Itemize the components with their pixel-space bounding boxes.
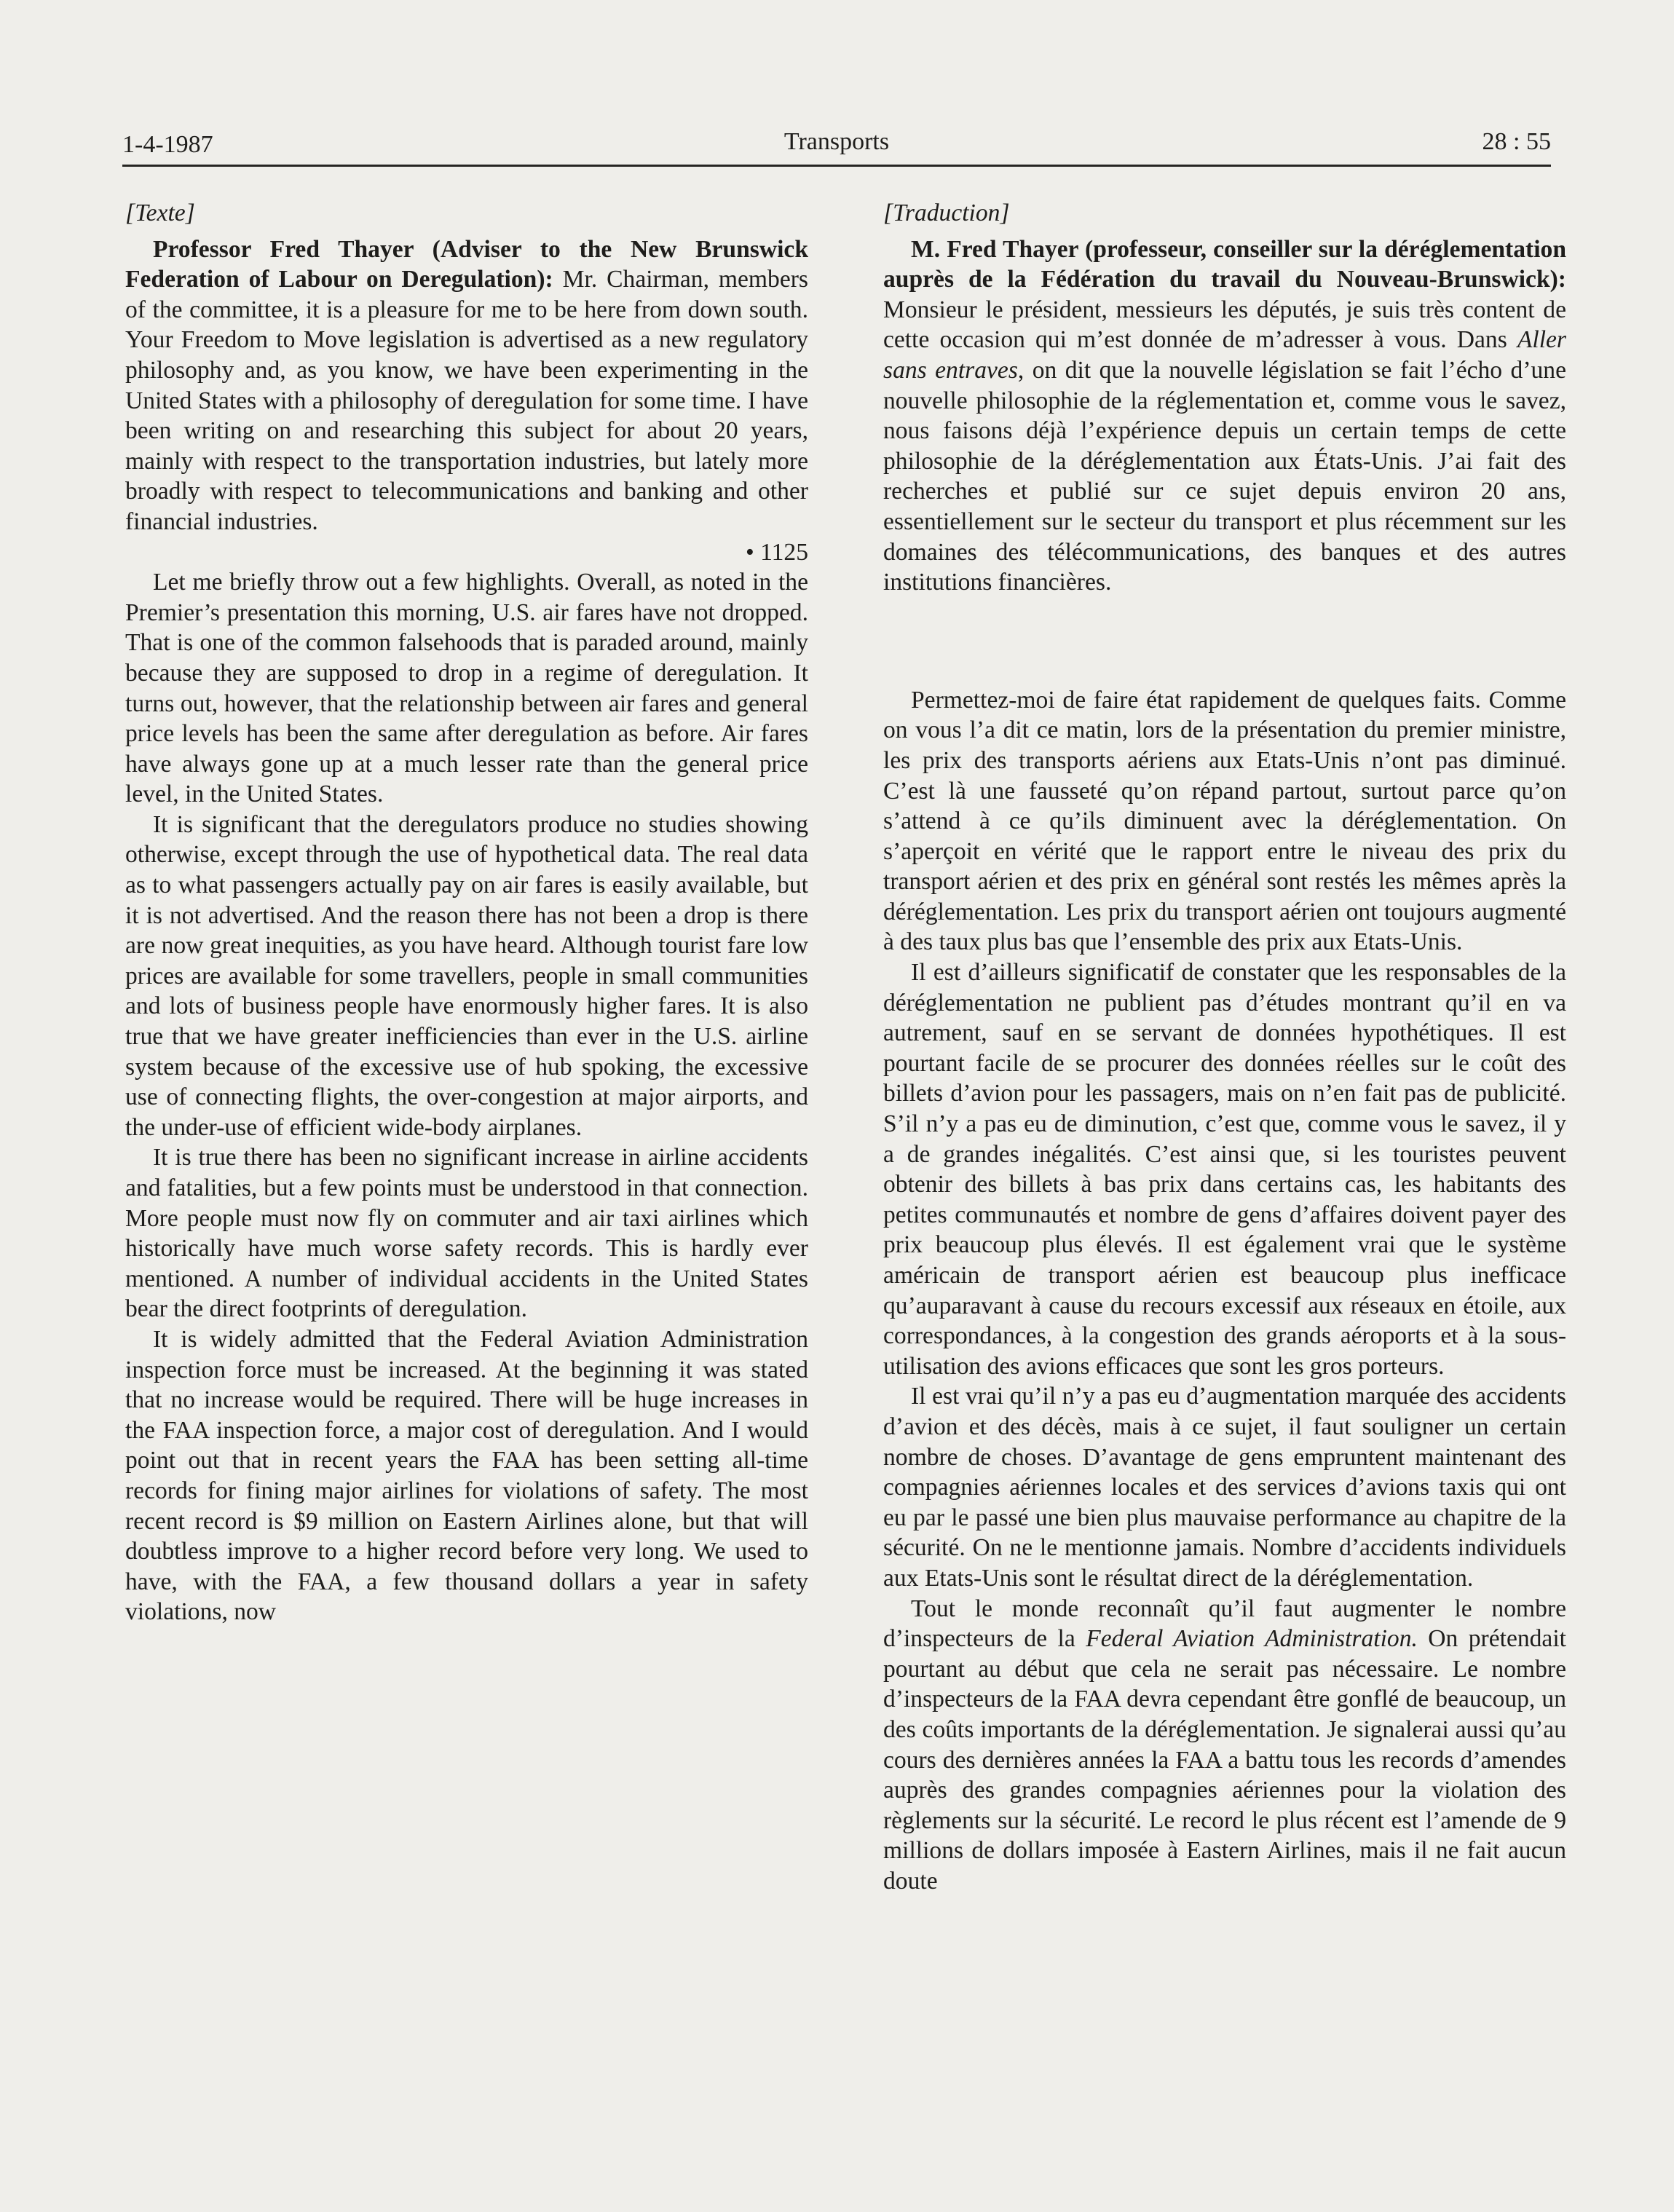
paragraph: Il est vrai qu’il n’y a pas eu d’augmentation marquée des accidents d’avion et des décès, mais à ce sujet, il faut souligner un certain nombre de choses. D’avantage de gens empruntent maintenant des compagnies aériennes locales et des services d’avions taxis qui ont eu par le passé une bien plus mauvaise performance au chapitre de la sécurité. On ne le mentionne jamais. Nombre d’accidents individuels aux Etats-Unis sont le résultat direct de la déréglementation.: [883, 1383, 1566, 1592]
section-tag-traduction: [Traduction]: [883, 200, 1010, 226]
section-tag-texte: [Texte]: [125, 200, 195, 226]
header-date: 1-4-1987: [122, 131, 213, 158]
emphasis: Federal Aviation Administration.: [1086, 1625, 1418, 1653]
paragraph-text: Monsieur le président, messieurs les députés, je suis très content de cette occasion qui m’est donnée de m’adresser à vous. Dans: [883, 296, 1566, 354]
paragraph: Let me briefly throw out a few highlights. Overall, as noted in the Premier’s presentation this morning, U.S. air fares have not dropped. That is one of the common falsehoods that is paraded around, mainly because they are supposed to drop in a regime of deregulation. It turns out, however, that the relationship between air fares and general price levels has been the same after deregulation as before. Air fares have always gone up at a much lesser rate than the general price level, in the United States.: [125, 569, 808, 808]
header-rule: [122, 165, 1551, 167]
emphasis: Aller sans entraves: [883, 326, 1566, 384]
paragraph: [125, 234, 808, 537]
paragraph: [883, 1594, 1566, 1897]
paragraph: [883, 234, 1566, 598]
running-header: [122, 124, 1551, 165]
paragraph: Permettez-moi de faire état rapidement de quelques faits. Comme on vous l’a dit ce matin, lors de la présentation du premier ministre, les prix des transports aériens aux Etats-Unis n’ont pas diminué. C’est là une fausseté qu’on répand partout, surtout parce qu’on s’attend à ce qu’ils diminuent avec la déréglementation. On s’aperçoit en vérité que le rapport entre le niveau des prix du transport aérien et des prix en général sont restés les mêmes après la déréglementation. Les prix du transport aérien ont toujours augmenté à des taux plus bas que l’ensemble des prix aux Etats-Unis.: [883, 686, 1566, 956]
paragraph: It is widely admitted that the Federal Aviation Administration inspection force must be increased. At the beginning it was stated that no increase would be required. There will be huge increases in the FAA inspection force, a major cost of deregulation. And I would point out that in recent years the FAA has been setting all-time records for fining major airlines for violations of safety. The most recent record is $9 million on Eastern Airlines alone, but that will doubtless improve to a higher record before very long. We used to have, with the FAA, a few thousand dollars a year in safety violations, now: [125, 1325, 808, 1626]
paragraph-text: On prétendait pourtant au début que cela ne serait pas nécessaire. Le nombre d’inspecteurs de la FAA devra cependant être gonflé de beaucoup, un des coûts importants de la déréglementation. Je signalerai aussi qu’au cours des dernières années la FAA a battu tous les records d’amendes auprès des grandes compagnies aériennes pour la violation des règlements sur la sécurité. Le record le plus récent est l’amende de 9 millions de dollars imposée à Eastern Airlines, mais il ne fait aucun doute: [883, 1625, 1566, 1895]
header-page-number: 28 : 55: [1482, 128, 1551, 155]
speaker-name: M. Fred Thayer (professeur, conseiller sur la déréglementation auprès de la Fédération du travail du Nouveau-Brunswick):: [883, 235, 1566, 293]
time-marker: • 1125: [745, 538, 808, 566]
paragraph: Il est d’ailleurs significatif de constater que les responsables de la déréglementation ne publient pas d’études montrant qu’il en va autrement, sauf en se servant de données hypothétiques. Il est pourtant facile de se procurer des données réelles sur le coût des billets d’avion pour les passagers, mais on n’en fait pas de publicité. S’il n’y a pas eu de diminution, c’est que, comme vous le savez, il y a de grandes inégalités. C’est ainsi que, si les touristes peuvent obtenir des billets à bas prix dans certains cas, les habitants des petites communautés et nombre de gens d’affaires doivent payer des prix beaucoup plus élevés. Il est également vrai que le système américain de transport aérien est beaucoup plus inefficace qu’auparavant à cause du recours excessif aux réseaux en étoile, aux correspondances, à la congestion des grands aéroports et à la sous-utilisation des avions efficaces que sont les gros porteurs.: [883, 959, 1566, 1380]
paragraph: It is true there has been no significant increase in airline accidents and fatalities, but a few points must be understood in that connection. More people must now fly on commuter and air taxi airlines which historically have much worse safety records. This is hardly ever mentioned. A number of individual accidents in the United States bear the direct footprints of deregulation.: [125, 1144, 808, 1323]
french-column: [883, 198, 1566, 1896]
paragraph-text: Tout le monde reconnaît qu’il faut augmenter le nombre d’inspecteurs de la: [883, 1595, 1566, 1653]
header-title: Transports: [783, 128, 890, 155]
speaker-name: Professor Fred Thayer (Adviser to the New Brunswick Federation of Labour on Deregulation):: [125, 235, 808, 293]
paragraph-text: Mr. Chairman, members of the committee, it is a pleasure for me to be here from down south. Your Freedom to Move legislation is advertised as a new regulatory philosophy and, as you know, we have been experimenting in the United States with a philosophy of deregulation for some time. I have been writing on and researching this subject for about 20 years, mainly with respect to the transportation industries, but lately more broadly with respect to telecommunications and banking and other financial industries.: [125, 266, 808, 535]
paragraph-text: , on dit que la nouvelle législation se fait l’écho d’une nouvelle philosophie de la réglementation et, comme vous le savez, nous faisons déjà l’expérience depuis un certain temps de cette philosophie de la déréglementation aux États-Unis. J’ai fait des recherches et publié sur ce sujet depuis environ 20 ans, essentiellement sur le secteur du transport et plus récemment sur les domaines des télécommunications, des banques et des autres institutions financières.: [883, 356, 1566, 596]
english-column: [125, 198, 808, 1627]
paragraph: It is significant that the deregulators produce no studies showing otherwise, except through the use of hypothetical data. The real data as to what passengers actually pay on air fares is easily available, but it is not advertised. And the reason there has not been a drop is there are now great inequities, as you have heard. Although tourist fare low prices are available for some travellers, people in small communities and lots of business people have enormously higher fares. It is also true that we have greater inefficiencies than ever in the U.S. airline system because of the excessive use of hub spoking, the excessive use of connecting flights, the over-congestion at major airports, and the under-use of efficient wide-body airplanes.: [125, 810, 808, 1141]
